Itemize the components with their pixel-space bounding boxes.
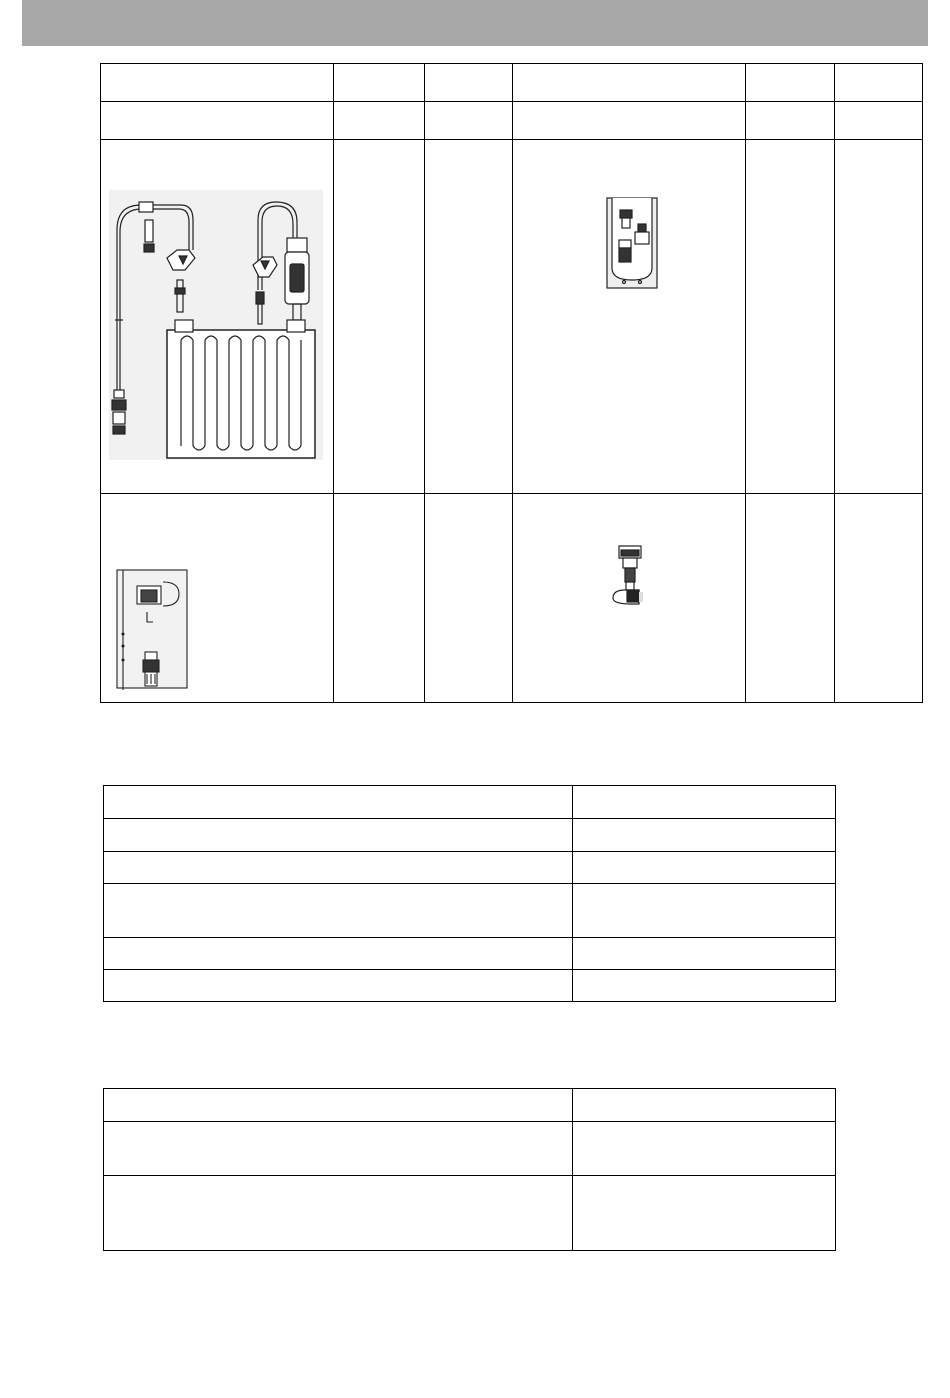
- table-row: [104, 852, 836, 884]
- table-cell: [746, 494, 835, 703]
- single-connector-figure: [513, 494, 746, 702]
- table-cell: [746, 140, 835, 494]
- tubing-set-with-bag-figure: [101, 140, 334, 493]
- table-cell: [104, 938, 573, 970]
- table-cell: [513, 102, 746, 140]
- table-cell: [573, 970, 836, 1002]
- table-row: [104, 1176, 836, 1251]
- table-row: [104, 786, 836, 819]
- header-cell: [425, 64, 513, 102]
- parts-table: [100, 63, 923, 703]
- header-bar: [22, 0, 928, 46]
- header-cell: [835, 64, 923, 102]
- spec-table: [103, 785, 836, 1002]
- figure-cell: [513, 494, 746, 703]
- table-row: [101, 140, 923, 494]
- table-cell: [101, 102, 334, 140]
- figure-cell: [513, 140, 746, 494]
- table-cell: [573, 1176, 836, 1251]
- table-cell: [573, 1089, 836, 1122]
- figure-cell: [101, 140, 334, 494]
- header-cell: [101, 64, 334, 102]
- table-cell: [104, 819, 573, 852]
- table-cell: [835, 140, 923, 494]
- table-row: [101, 102, 923, 140]
- connector-strip-figure: [101, 494, 334, 702]
- table-row: [104, 819, 836, 852]
- table-cell: [334, 102, 425, 140]
- table-cell: [573, 884, 836, 938]
- table-cell: [334, 494, 425, 703]
- table-row: [104, 1089, 836, 1122]
- parts-table-header-row: [101, 64, 923, 102]
- table-cell: [425, 494, 513, 703]
- table-cell: [104, 786, 573, 819]
- table-cell: [573, 852, 836, 884]
- header-cell: [513, 64, 746, 102]
- table-cell: [104, 1122, 573, 1176]
- two-connector-tray-figure: [513, 140, 746, 493]
- spec-table-2: [103, 1088, 836, 1251]
- table-cell: [835, 494, 923, 703]
- table-cell: [425, 140, 513, 494]
- table-cell: [746, 102, 835, 140]
- table-cell: [104, 884, 573, 938]
- table-cell: [334, 140, 425, 494]
- table-cell: [573, 786, 836, 819]
- table-cell: [835, 102, 923, 140]
- table-row: [104, 938, 836, 970]
- table-cell: [104, 1176, 573, 1251]
- header-cell: [746, 64, 835, 102]
- table-cell: [425, 102, 513, 140]
- table-cell: [573, 1122, 836, 1176]
- header-cell: [334, 64, 425, 102]
- table-cell: [104, 852, 573, 884]
- table-row: [101, 494, 923, 703]
- table-row: [104, 970, 836, 1002]
- table-cell: [104, 1089, 573, 1122]
- table-row: [104, 1122, 836, 1176]
- table-row: [104, 884, 836, 938]
- table-cell: [573, 938, 836, 970]
- figure-cell: [101, 494, 334, 703]
- table-cell: [573, 819, 836, 852]
- table-cell: [104, 970, 573, 1002]
